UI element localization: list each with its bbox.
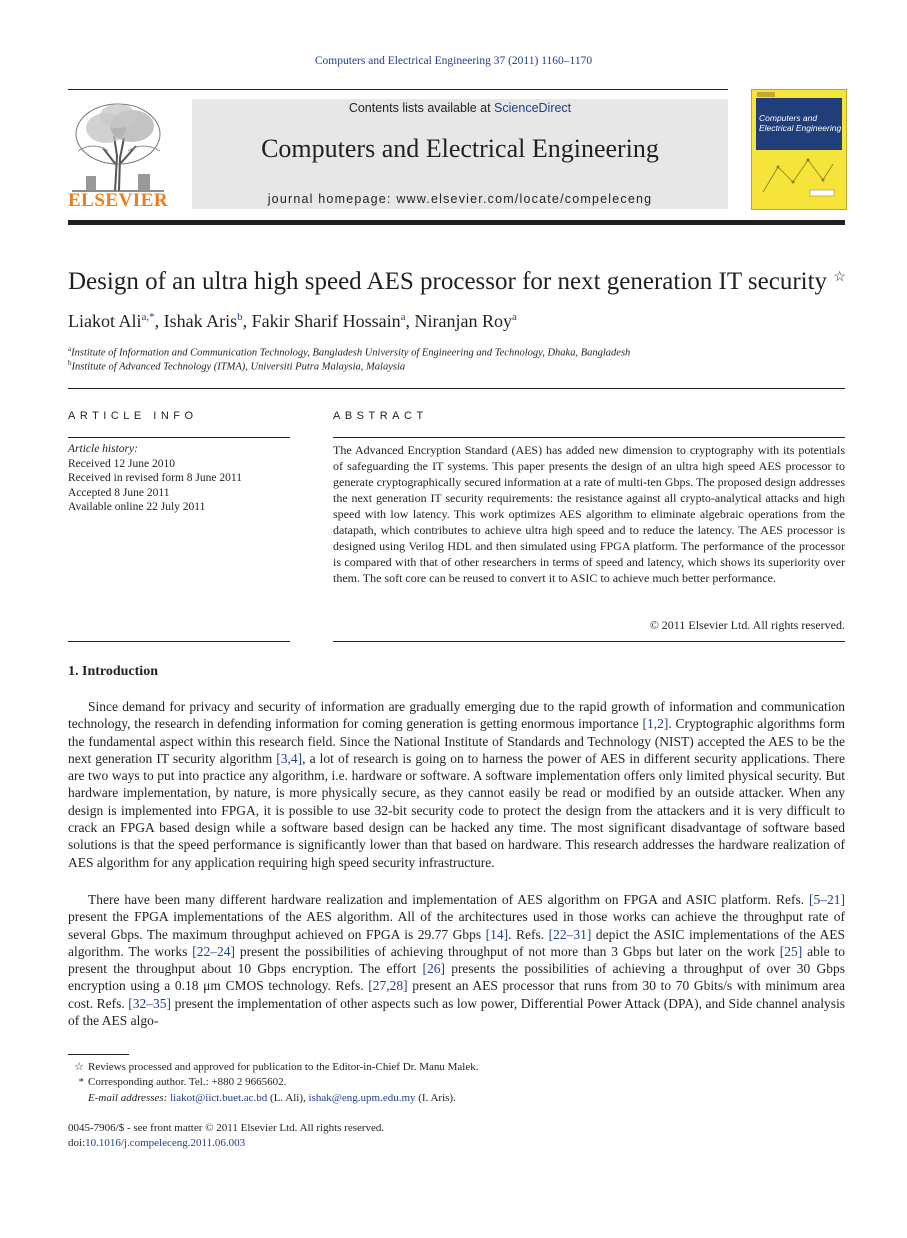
masthead-top-rule: [68, 89, 728, 90]
affiliation: $^a$Institute of Information and Communication Technology, Bangladesh University of Engineering and Technology, Dhaka, Bangladesh: [68, 345, 631, 359]
author-name[interactable]: Niranjan Roy: [414, 311, 512, 331]
author-name[interactable]: Ishak Aris: [163, 311, 238, 331]
journal-name: Computers and Electrical Engineering: [261, 134, 659, 163]
cover-circuit-icon: [758, 152, 838, 200]
abstract-copyright: © 2011 Elsevier Ltd. All rights reserved.: [649, 618, 845, 632]
issn-line: 0045-7906/$ - see front matter © 2011 Elsevier Ltd. All rights reserved.: [68, 1122, 385, 1134]
cover-title: Computers and Electrical Engineering: [759, 113, 842, 133]
body-text-run: . Cryptographic algorithms form the fundamental aspect within this research field. Since the National Institute of Standards and Technology (NIST) accepted the AES to be the next generation IT security algorithm: [68, 716, 846, 766]
footnote-mark: ☆: [74, 1061, 84, 1073]
body-text-run: , a lot of research is going on to harness the power of AES in different security applications. There are two ways to put into practice any algorithm, i.e. hardware or software. A software implementation offers only limited physical security. But hardware implementation, by nature, is more physically secure, as they cannot easily be read or modified by an outside attacker. When any design is implemented into FPGA, it is possible to use 32-bit security code to protect the design from the attackers and it is very difficult to crack an FPGA based design while a software based design can be hacked any time. The most significant disadvantage of software based solutions is that the speed performance is significantly lower than that based on hardware. This research addresses the hardware realization of AES algorithm for any application requiring high speed security infrastructure.: [68, 750, 845, 870]
article-history: [68, 442, 290, 515]
doi-line: doi:10.1016/j.compeleceng.2011.06.003: [68, 1137, 246, 1149]
intro-paragraph-2: [68, 891, 845, 1029]
body-text-run: able to present the throughput about 10 Gbps encryption. The effort: [68, 943, 845, 977]
author-affil-mark[interactable]: a,*: [141, 311, 155, 323]
reference-link[interactable]: [32–35]: [128, 995, 172, 1011]
reference-link[interactable]: [26]: [422, 961, 445, 977]
abstract-text: The Advanced Encryption Standard (AES) has added new dimension to cryptography with its potentials of safeguarding the IT systems. This paper presents the design of an ultra high speed AES processor to generate cryptographically secured information at a rate of multi-ten Gbps. The proposed design addresses the next generation IT security requirements: the resistance against all crypto-analytical attacks and high speed with low latency. This work optimizes AES algorithm to eliminate algebraic operations from the datapath, which contributes to achieve ultra high speed and to reduce the latency. The AES processor is designed using Verilog HDL and then simulated using FPGA platform. The performance of the processor is compared with that of other researchers in terms of speed and latency, which shows its superiority over them. The soft core can be reused to convert it to ASIC to achieve much better performance.: [333, 443, 845, 585]
masthead-bottom-rule: [68, 220, 845, 225]
abstract-heading: ABSTRACT: [333, 410, 428, 422]
reference-link[interactable]: [3,4]: [276, 750, 303, 766]
history-item: Received 12 June 2010: [68, 457, 175, 470]
abstract-bottom-rule: [333, 641, 845, 642]
history-item: Received in revised form 8 June 2011: [68, 472, 242, 484]
journal-homepage: journal homepage: www.elsevier.com/locate/compeleceng: [267, 192, 653, 206]
article-title: Design of an ultra high speed AES processor for next generation IT security ☆: [68, 268, 846, 295]
author-affil-mark[interactable]: a: [512, 311, 517, 323]
homepage-link[interactable]: www.elsevier.com/locate/compeleceng: [396, 192, 653, 206]
footnote-mark: *: [78, 1076, 84, 1088]
reference-link[interactable]: [5–21]: [809, 892, 845, 907]
email-link[interactable]: liakot@iict.buet.ac.bd: [170, 1092, 268, 1104]
history-label: Article history:: [68, 443, 138, 455]
history-item: Accepted 8 June 2011: [68, 486, 170, 499]
affiliation: $^b$Institute of Advanced Technology (ITMA), Universiti Putra Malaysia, Malaysia: [68, 359, 406, 373]
author-affil-mark[interactable]: a: [400, 311, 406, 323]
journal-citation[interactable]: Computers and Electrical Engineering 37 (2011) 1160–1170: [314, 55, 593, 67]
reference-link[interactable]: [25]: [779, 943, 803, 959]
author-name[interactable]: Fakir Sharif Hossain: [251, 311, 401, 331]
footnote-rule: [68, 1054, 129, 1055]
reference-link[interactable]: [22–24]: [192, 943, 236, 959]
body-text-run: present the possibilities of achieving throughput of not more than 3 Gbps but later on the work: [235, 943, 780, 959]
article-info-rule: [68, 437, 290, 438]
reference-link[interactable]: [14]: [485, 926, 509, 942]
body-text-run: present the FPGA implementations of the AES algorithm. All of the architectures used in those works can achieve the throughput rate of several Gbps. The maximum throughput achieved on FPGA is 29.77 Gbps: [68, 909, 845, 942]
elsevier-logo[interactable]: [68, 96, 168, 210]
header-separator: [68, 388, 845, 389]
body-text-run: present an AES processor that runs from 30 to 70 Gbits/s with minimum area cost. Refs.: [68, 978, 845, 1011]
intro-paragraph-1: [68, 698, 845, 871]
article-info-bottom-rule: [68, 641, 290, 642]
author-affil-mark[interactable]: b: [237, 311, 243, 323]
body-text-run: present the implementation of other aspects such as low power, Differential Power Attack (DPA), and Side channel analysis of the AES algo-: [68, 995, 845, 1029]
footnote-emails: E-mail addresses: liakot@iict.buet.ac.bd (L. Ali), ishak@eng.upm.edu.my (I. Aris).: [88, 1092, 456, 1104]
body-text-run: presents the possibilities of achieving a throughput of over 30 Gbps encryption using a 0.18 μm CMOS technology. Refs.: [68, 961, 846, 994]
journal-cover-thumbnail[interactable]: [751, 89, 847, 210]
body-text-run: There have been many different hardware realization and implementation of AES algorithm on FPGA and ASIC platform. Refs.: [88, 892, 809, 907]
sciencedirect-link[interactable]: ScienceDirect: [494, 101, 572, 115]
reference-link[interactable]: [22–31]: [548, 926, 592, 942]
cover-mini-logo: [757, 92, 775, 97]
author-name[interactable]: Liakot Ali: [68, 311, 142, 331]
contents-line: Contents lists available at ScienceDirect: [348, 101, 572, 115]
body-text-run: . Refs.: [508, 926, 549, 942]
publisher-wordmark: ELSEVIER: [68, 190, 169, 211]
footnote-corresponding: * Corresponding author. Tel.: +880 2 9665602.: [68, 1075, 845, 1091]
body-text-run: Since demand for privacy and security of information are gradually emerging due to the rapid growth of information and communication technology, the research in defending information for coming generation is getting enormous importance: [68, 699, 845, 732]
reference-link[interactable]: [1,2]: [642, 716, 669, 732]
author-list: Liakot Ali$^{a,*}$, Ishak Aris$^b$, Fakir Sharif Hossain$^a$, Niranjan Roy$^a$: [68, 311, 517, 331]
footnote-star: ☆ Reviews processed and approved for publication to the Editor-in-Chief Dr. Manu Malek.: [68, 1060, 845, 1076]
body-text-run: depict the ASIC implementations of the AES algorithm. The works: [68, 926, 845, 959]
history-item: Available online 22 July 2011: [68, 501, 206, 513]
reference-link[interactable]: [27,28]: [368, 978, 408, 994]
doi-link[interactable]: 10.1016/j.compeleceng.2011.06.003: [85, 1137, 246, 1149]
email-link[interactable]: ishak@eng.upm.edu.my: [308, 1092, 416, 1104]
article-info-heading: ARTICLE INFO: [68, 410, 198, 422]
title-footnote-mark[interactable]: ☆: [833, 270, 846, 285]
section-heading-introduction: 1. Introduction: [68, 664, 158, 679]
abstract-rule: [333, 437, 845, 438]
